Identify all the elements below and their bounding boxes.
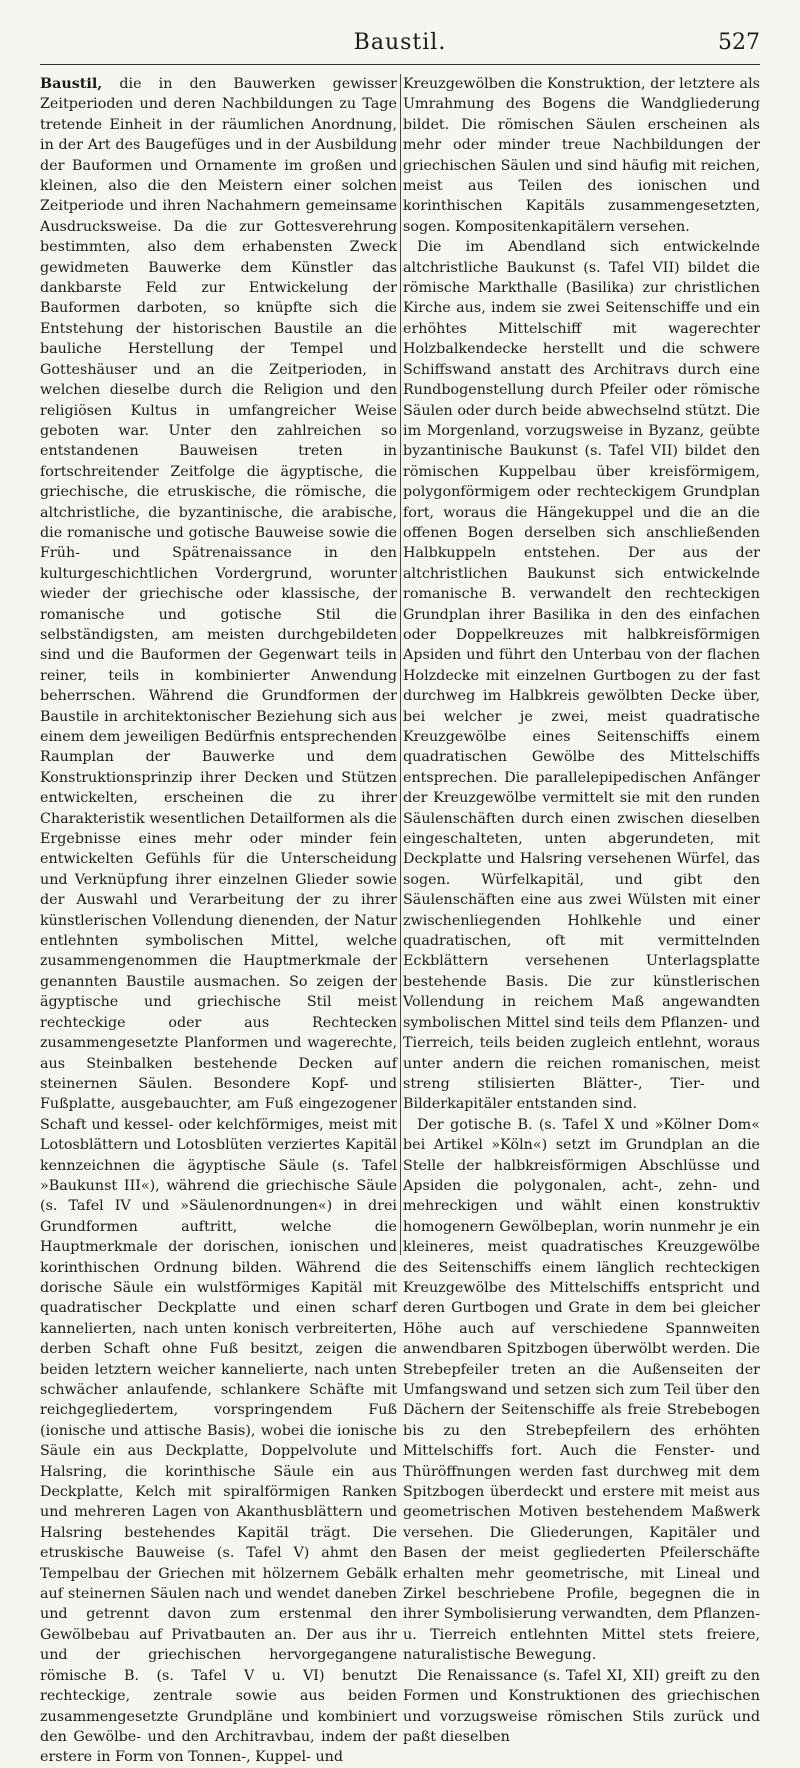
paragraph: [40, 74, 397, 1768]
paragraph: Der gotische B. (s. Tafel X und »Kölner Dom« bei Artikel »Köln«) setzt im Grundplan an die Stelle der halbkreisförmigen Abschlüsse und Apsiden die polygonalen, acht-, zehn- und mehreckigen und wählt einen konstruktiv homogenern Gewölbeplan, worin nunmehr je ein kleineres, meist quadratisches Kreuzgewölbe des Seitenschiffs einem länglich rechteckigen Kreuzgewölbe des Mittelschiffs entspricht und deren Gurtbogen und Grate in dem bei gleicher Höhe auch auf verschiedene Spannweiten anwendbaren Spitzbogen überwölbt werden. Die Strebepfeiler treten an die Außenseiten der Umfangswand und setzen sich zum Teil über den Dächern der Seitenschiffe als freie Strebebogen bis zu den Strebepfeilern des erhöhten Mittelschiffs fort. Auch die Fenster- und Thüröffnungen werden fast durchweg mit dem Spitzbogen überdeckt und erstere mit meist aus geometrischen Motiven bestehendem Maßwerk versehen. Die Gliederungen, Kapitäler und Basen der meist gegliederten Pfeilerschäfte erhalten mehr geometrische, mit Lineal und Zirkel beschriebene Profile, begegnen die in ihrer Symbolisierung verwandten, dem Pflanzen- u. Tierreich entlehnten Mittel stets freiere, naturalistische Bewegung.: [403, 1116, 760, 1664]
running-title: Baustil.: [353, 30, 447, 55]
lemma-heading: Baustil,: [40, 76, 103, 92]
right-column: [403, 74, 760, 1745]
column-divider: [400, 74, 401, 1255]
page-number: 527: [718, 30, 760, 55]
paragraph: Kreuzgewölben die Konstruktion, der letztere als Umrahmung des Bogens die Wandgliederung bildet. Die römischen Säulen erscheinen als mehr oder minder treue Nachbildungen der griechischen Säulen und sind häufig mit reichen, meist aus Teilen des ionischen und korinthischen Kapitäls zusammengesetzten, sogen. Kompositenkapitälern versehen.: [403, 76, 760, 235]
paragraph-text: die in den Bauwerken gewisser Zeitperioden und deren Nachbildungen zu Tage tretende Einheit in der räumlichen Anordnung, in der Art des Baugefüges und in der Ausbildung der Bauformen und Ornamente im großen und kleinen, also die den Meistern einer solchen Zeitperiode und ihren Nachahmern gemeinsame Ausdrucksweise. Da die zur Gottesverehrung bestimmten, also dem erhabensten Zweck gewidmeten Bauwerke dem Künstler das dankbarste Feld zur Entwickelung der Bauformen darboten, so knüpfte sich die Entstehung der historischen Baustile an die bauliche Herstellung der Tempel und Gotteshäuser und an die Zeitperioden, in welchen dieselbe durch die Religion und den religiösen Kultus in umfangreicher Weise geboten war. Unter den zahlreichen so entstandenen Bauweisen treten in fortschreitender Zeitfolge die ägyptische, die griechische, die etruskische, die römische, die altchristliche, die byzantinische, die arabische, die romanische und gotische Bauweise sowie die Früh- und Spätrenaissance in den kulturgeschichtlichen Vordergrund, worunter wieder der griechische oder klassische, der romanische und gotische Stil die selbständigsten, am meisten durchgebildeten sind und die Bauformen der Gegenwart teils in reiner, teils in kombinierter Anwendung beherrschen. Während die Grundformen der Baustile in architektonischer Beziehung sich aus einem dem jeweiligen Bedürfnis entsprechenden Raumplan der Bauwerke und dem Konstruktionsprinzip ihrer Decken und Stützen entwickelten, erscheinen die zu ihrer Charakteristik wesentlichen Detailformen als die Ergebnisse eines mehr oder minder fein entwickelten Gefühls für die Unterscheidung und Verknüpfung ihrer einzelnen Glieder sowie der Auswahl und Verarbeitung der zu ihrer künstlerischen Vollendung dienenden, der Natur entlehnten symbolischen Mittel, welche zusammengenommen die Hauptmerkmale der genannten Baustile ausmachen. So zeigen der ägyptische und griechische Stil meist rechteckige oder aus Rechtecken zusammengesetzte Planformen und wagerechte, aus Steinbalken bestehende Decken auf steinernen Säulen. Besondere Kopf- und Fußplatte, ausgebauchter, am Fuß eingezogener Schaft und kessel- oder kelchförmiges, meist mit Lotosblättern und Lotosblüten verziertes Kapitäl kennzeichnen die ägyptische Säule (s. Tafel »Baukunst III«), während die griechische Säule (s. Tafel IV und »Säulenordnungen«) in drei Grundformen auftritt, welche die Hauptmerkmale der dorischen, ionischen und korinthischen Ordnung bilden. Während die dorische Säule ein wulstförmiges Kapitäl mit quadratischer Deckplatte und einen scharf kannelierten, nach unten konisch verbreiterten, derben Schaft ohne Fuß besitzt, zeigen die beiden letztern weicher kannelierte, nach unten schwächer anlaufende, schlankere Schäfte mit reichgegliedertem, vorspringendem Fuß (ionische und attische Basis), wobei die ionische Säule ein aus Deckplatte, Doppelvolute und Halsring, die korinthische Säule ein aus Deckplatte, Kelch mit spiralförmigen Ranken und mehreren Lagen von Akanthusblättern und Halsring bestehendes Kapitäl trägt. Die etruskische Bauweise (s. Tafel V) ahmt den Tempelbau der Griechen mit hölzernem Gebälk auf steinernen Säulen nach und wendet daneben und getrennt davon zum erstenmal den Gewölbebau auf Privatbauten an. Der aus ihr und der griechischen hervorgegangene römische B. (s. Tafel V u. VI) benutzt rechteckige, zentrale sowie aus beiden zusammengesetzte Grundpläne und kombiniert den Gewölbe- und den Architravbau, indem der erstere in Form von Tonnen-, Kuppel- und: [40, 76, 397, 1766]
text-columns: [40, 74, 760, 1766]
left-column: [40, 74, 397, 1766]
paragraph: Die Renaissance (s. Tafel XI, XII) greift zu den Formen und Konstruktionen des griechischen und vorzugsweise römischen Stils zurück und paßt dieselben: [403, 1667, 760, 1745]
page-header: [40, 30, 760, 65]
paragraph: Die im Abendland sich entwickelnde altchristliche Baukunst (s. Tafel VII) bildet die römische Markthalle (Basilika) zur christlichen Kirche aus, indem sie zwei Seitenschiffe und ein erhöhtes Mittelschiff mit wagerechter Holzbalkendecke herstellt und die schwere Schiffswand anstatt des Architravs durch eine Rundbogenstellung durch Pfeiler oder römische Säulen oder durch beide abwechselnd stützt. Die im Morgenland, vorzugsweise in Byzanz, geübte byzantinische Baukunst (s. Tafel VII) bildet den römischen Kuppelbau über kreisförmigem, polygonförmigem oder rechteckigem Grundplan fort, woraus die Hängekuppel und die an die offenen Bogen derselben sich anschließenden Halbkuppeln entstehen. Der aus der altchristlichen Baukunst sich entwickelnde romanische B. verwandelt den rechteckigen Grundplan ihrer Basilika in den des einfachen oder Doppelkreuzes mit halbkreisförmigen Apsiden und führt den Unterbau von der flachen Holzdecke mit einzelnen Gurtbogen zu der fast durchweg im Halbkreis gewölbten Decke über, bei welcher je zwei, meist quadratische Kreuzgewölbe eines Seitenschiffs einem quadratischen Gewölbe des Mittelschiffs entsprechen. Die parallelepipedischen Anfänger der Kreuzgewölbe vermittelt sie mit den runden Säulenschäften durch einen zwischen dieselben eingeschalteten, unten abgerundeten, mit Deckplatte und Halsring versehenen Würfel, das sogen. Würfelkapitäl, und gibt den Säulenschäften eine aus zwei Wülsten mit einer zwischenliegenden Hohlkehle und einer quadratischen, oft mit vermittelnden Eckblättern versehenen Unterlagsplatte bestehende Basis. Die zur künstlerischen Vollendung in reichem Maß angewandten symbolischen Mittel sind teils dem Pflanzen- und Tierreich, teils beiden zugleich entlehnt, woraus unter andern die reichen romanischen, meist streng stilisierten Blätter-, Tier- und Bilderkapitäler entstanden sind.: [403, 239, 760, 1113]
